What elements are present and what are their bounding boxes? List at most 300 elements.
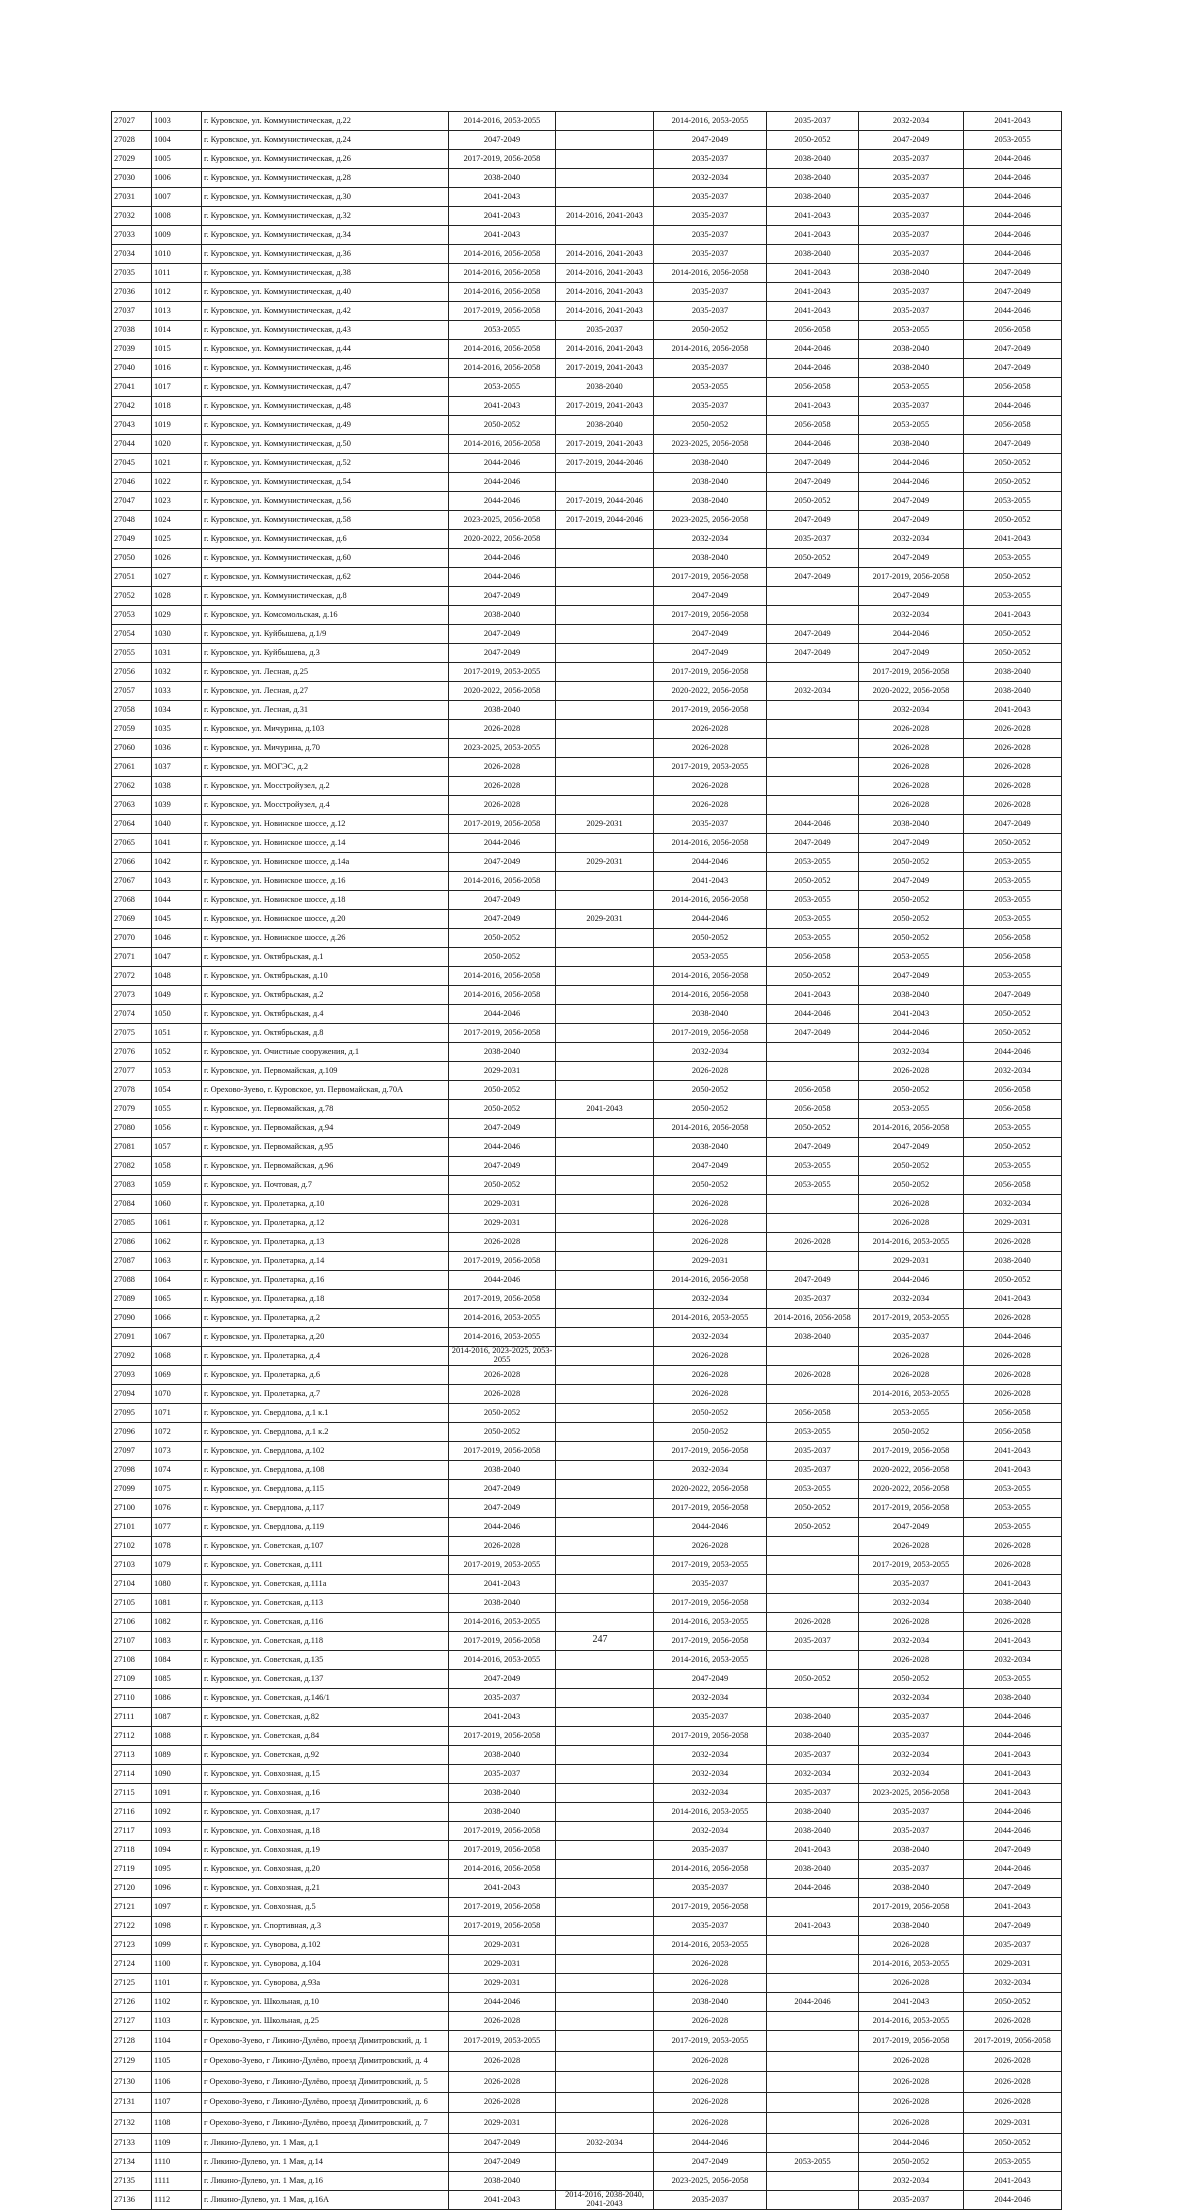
table-row <box>112 1442 1062 1461</box>
period-5-cell: 2050-2052 <box>859 929 964 948</box>
period-1-cell: 2017-2019, 2053-2055 <box>449 1556 556 1575</box>
period-5-cell: 2029-2031 <box>859 1252 964 1271</box>
period-3-cell: 2026-2028 <box>654 1537 767 1556</box>
period-3-cell: 2038-2040 <box>654 1138 767 1157</box>
period-5-cell: 2038-2040 <box>859 1917 964 1936</box>
period-3-cell: 2026-2028 <box>654 777 767 796</box>
period-4-cell: 2035-2037 <box>767 530 859 549</box>
period-5-cell: 2032-2034 <box>859 701 964 720</box>
period-6-cell: 2026-2028 <box>964 1613 1062 1632</box>
period-1-cell: 2038-2040 <box>449 1043 556 1062</box>
period-3-cell: 2014-2016, 2053-2055 <box>654 1651 767 1670</box>
object-code-cell: 1043 <box>152 872 202 891</box>
period-4-cell <box>767 2012 859 2031</box>
address-cell: г. Куровское, ул. Пролетарка, д.2 <box>202 1309 449 1328</box>
period-1-cell: 2014-2016, 2053-2055 <box>449 1309 556 1328</box>
table-row <box>112 1784 1062 1803</box>
address-cell: г. Куровское, ул. Советская, д.113 <box>202 1594 449 1613</box>
period-1-cell: 2047-2049 <box>449 587 556 606</box>
row-number-cell: 27097 <box>112 1442 152 1461</box>
period-5-cell: 2035-2037 <box>859 1727 964 1746</box>
row-number-cell: 27108 <box>112 1651 152 1670</box>
address-cell: г. Куровское, ул. Коммунистическая, д.22 <box>202 112 449 131</box>
period-3-cell: 2014-2016, 2056-2058 <box>654 1860 767 1879</box>
period-2-cell <box>556 2113 654 2134</box>
table-row <box>112 1765 1062 1784</box>
period-1-cell: 2014-2016, 2056-2058 <box>449 435 556 454</box>
period-1-cell: 2050-2052 <box>449 929 556 948</box>
period-1-cell: 2047-2049 <box>449 891 556 910</box>
object-code-cell: 1112 <box>152 2190 202 2209</box>
object-code-cell: 1081 <box>152 1594 202 1613</box>
row-number-cell: 27036 <box>112 283 152 302</box>
object-code-cell: 1013 <box>152 302 202 321</box>
table-row <box>112 682 1062 701</box>
period-6-cell: 2044-2046 <box>964 169 1062 188</box>
object-code-cell: 1053 <box>152 1062 202 1081</box>
period-5-cell: 2044-2046 <box>859 473 964 492</box>
address-cell: г. Куровское, ул. Советская, д.146/1 <box>202 1689 449 1708</box>
address-cell: г Орехово-Зуево, г Ликино-Дулёво, проезд Димитровский, д. 6 <box>202 2092 449 2113</box>
period-3-cell: 2032-2034 <box>654 1290 767 1309</box>
table-row <box>112 207 1062 226</box>
period-3-cell: 2017-2019, 2056-2058 <box>654 1442 767 1461</box>
period-6-cell: 2026-2028 <box>964 796 1062 815</box>
table-row <box>112 511 1062 530</box>
row-number-cell: 27046 <box>112 473 152 492</box>
object-code-cell: 1036 <box>152 739 202 758</box>
period-5-cell: 2026-2028 <box>859 1366 964 1385</box>
object-code-cell: 1018 <box>152 397 202 416</box>
period-4-cell: 2050-2052 <box>767 872 859 891</box>
address-cell: г. Куровское, ул. Почтовая, д.7 <box>202 1176 449 1195</box>
period-6-cell: 2050-2052 <box>964 473 1062 492</box>
address-cell: г. Куровское, ул. Совхозная, д.5 <box>202 1898 449 1917</box>
address-cell: г. Ликино-Дулево, ул. 1 Мая, д.1 <box>202 2133 449 2152</box>
period-6-cell: 2041-2043 <box>964 1461 1062 1480</box>
address-cell: г. Куровское, ул. Пролетарка, д.20 <box>202 1328 449 1347</box>
period-6-cell: 2044-2046 <box>964 1708 1062 1727</box>
period-6-cell: 2041-2043 <box>964 1442 1062 1461</box>
period-6-cell: 2026-2028 <box>964 758 1062 777</box>
object-code-cell: 1031 <box>152 644 202 663</box>
period-2-cell <box>556 1480 654 1499</box>
period-2-cell <box>556 1119 654 1138</box>
period-3-cell: 2044-2046 <box>654 910 767 929</box>
period-3-cell: 2050-2052 <box>654 1404 767 1423</box>
period-1-cell: 2050-2052 <box>449 1100 556 1119</box>
object-code-cell: 1035 <box>152 720 202 739</box>
period-5-cell: 2026-2028 <box>859 2072 964 2093</box>
address-cell: г. Куровское, ул. Советская, д.111 <box>202 1556 449 1575</box>
row-number-cell: 27136 <box>112 2190 152 2209</box>
period-3-cell: 2014-2016, 2053-2055 <box>654 1309 767 1328</box>
period-2-cell <box>556 131 654 150</box>
period-4-cell <box>767 1214 859 1233</box>
object-code-cell: 1038 <box>152 777 202 796</box>
period-2-cell <box>556 682 654 701</box>
period-3-cell: 2035-2037 <box>654 359 767 378</box>
address-cell: г. Куровское, ул. Суворова, д.93а <box>202 1974 449 1993</box>
period-6-cell: 2026-2028 <box>964 2092 1062 2113</box>
period-6-cell: 2053-2055 <box>964 1518 1062 1537</box>
period-5-cell: 2047-2049 <box>859 492 964 511</box>
period-1-cell: 2041-2043 <box>449 226 556 245</box>
period-1-cell: 2020-2022, 2056-2058 <box>449 530 556 549</box>
period-2-cell: 2041-2043 <box>556 1100 654 1119</box>
table-row <box>112 1879 1062 1898</box>
object-code-cell: 1097 <box>152 1898 202 1917</box>
address-cell: г. Куровское, ул. Октябрьская, д.10 <box>202 967 449 986</box>
period-4-cell: 2047-2049 <box>767 454 859 473</box>
period-3-cell: 2035-2037 <box>654 245 767 264</box>
period-6-cell: 2032-2034 <box>964 1195 1062 1214</box>
period-4-cell: 2056-2058 <box>767 378 859 397</box>
period-2-cell: 2035-2037 <box>556 321 654 340</box>
period-4-cell: 2044-2046 <box>767 1879 859 1898</box>
period-2-cell <box>556 625 654 644</box>
period-6-cell: 2053-2055 <box>964 910 1062 929</box>
period-1-cell: 2017-2019, 2056-2058 <box>449 150 556 169</box>
period-5-cell: 2020-2022, 2056-2058 <box>859 1461 964 1480</box>
period-6-cell: 2047-2049 <box>964 1879 1062 1898</box>
object-code-cell: 1058 <box>152 1157 202 1176</box>
period-2-cell <box>556 644 654 663</box>
row-number-cell: 27044 <box>112 435 152 454</box>
period-1-cell: 2026-2028 <box>449 1233 556 1252</box>
row-number-cell: 27125 <box>112 1974 152 1993</box>
period-6-cell: 2044-2046 <box>964 226 1062 245</box>
row-number-cell: 27109 <box>112 1670 152 1689</box>
table-row <box>112 1385 1062 1404</box>
period-5-cell: 2017-2019, 2053-2055 <box>859 1309 964 1328</box>
period-3-cell: 2014-2016, 2056-2058 <box>654 891 767 910</box>
period-4-cell <box>767 1575 859 1594</box>
period-1-cell: 2050-2052 <box>449 1176 556 1195</box>
row-number-cell: 27029 <box>112 150 152 169</box>
address-cell: г. Куровское, ул. Октябрьская, д.2 <box>202 986 449 1005</box>
table-row <box>112 2171 1062 2190</box>
object-code-cell: 1080 <box>152 1575 202 1594</box>
period-6-cell: 2041-2043 <box>964 112 1062 131</box>
period-6-cell: 2044-2046 <box>964 188 1062 207</box>
period-4-cell: 2038-2040 <box>767 1727 859 1746</box>
period-2-cell <box>556 1651 654 1670</box>
period-5-cell: 2050-2052 <box>859 2152 964 2171</box>
period-4-cell: 2050-2052 <box>767 1499 859 1518</box>
period-6-cell: 2041-2043 <box>964 1898 1062 1917</box>
period-5-cell: 2026-2028 <box>859 720 964 739</box>
period-3-cell: 2026-2028 <box>654 1062 767 1081</box>
period-2-cell <box>556 1727 654 1746</box>
period-2-cell <box>556 2031 654 2052</box>
row-number-cell: 27133 <box>112 2133 152 2152</box>
period-3-cell: 2026-2028 <box>654 2092 767 2113</box>
period-5-cell: 2026-2028 <box>859 1195 964 1214</box>
object-code-cell: 1075 <box>152 1480 202 1499</box>
period-2-cell <box>556 1765 654 1784</box>
row-number-cell: 27085 <box>112 1214 152 1233</box>
row-number-cell: 27121 <box>112 1898 152 1917</box>
period-6-cell: 2038-2040 <box>964 663 1062 682</box>
object-code-cell: 1024 <box>152 511 202 530</box>
period-2-cell <box>556 663 654 682</box>
address-cell: г. Куровское, ул. Пролетарка, д.6 <box>202 1366 449 1385</box>
period-4-cell <box>767 701 859 720</box>
table-row <box>112 1233 1062 1252</box>
period-5-cell: 2032-2034 <box>859 1765 964 1784</box>
row-number-cell: 27045 <box>112 454 152 473</box>
period-4-cell <box>767 587 859 606</box>
period-5-cell: 2035-2037 <box>859 1708 964 1727</box>
period-3-cell: 2032-2034 <box>654 530 767 549</box>
period-1-cell: 2014-2016, 2056-2058 <box>449 872 556 891</box>
period-5-cell: 2026-2028 <box>859 1613 964 1632</box>
period-2-cell <box>556 1328 654 1347</box>
period-5-cell: 2047-2049 <box>859 834 964 853</box>
period-4-cell <box>767 2051 859 2072</box>
row-number-cell: 27041 <box>112 378 152 397</box>
period-6-cell: 2044-2046 <box>964 245 1062 264</box>
period-2-cell <box>556 1537 654 1556</box>
period-1-cell: 2017-2019, 2056-2058 <box>449 1290 556 1309</box>
period-5-cell: 2035-2037 <box>859 226 964 245</box>
period-4-cell: 2047-2049 <box>767 625 859 644</box>
address-cell: г. Куровское, ул. Коммунистическая, д.32 <box>202 207 449 226</box>
period-6-cell: 2053-2055 <box>964 492 1062 511</box>
period-1-cell: 2017-2019, 2056-2058 <box>449 302 556 321</box>
address-cell: г. Ликино-Дулево, ул. 1 Мая, д.16А <box>202 2190 449 2209</box>
period-1-cell: 2014-2016, 2053-2055 <box>449 1328 556 1347</box>
period-5-cell: 2026-2028 <box>859 1537 964 1556</box>
period-2-cell <box>556 701 654 720</box>
object-code-cell: 1055 <box>152 1100 202 1119</box>
object-code-cell: 1022 <box>152 473 202 492</box>
table-row <box>112 777 1062 796</box>
row-number-cell: 27043 <box>112 416 152 435</box>
period-6-cell: 2056-2058 <box>964 378 1062 397</box>
period-3-cell: 2038-2040 <box>654 454 767 473</box>
period-2-cell <box>556 1822 654 1841</box>
table-row <box>112 1575 1062 1594</box>
period-6-cell: 2053-2055 <box>964 967 1062 986</box>
object-code-cell: 1107 <box>152 2092 202 2113</box>
period-5-cell: 2035-2037 <box>859 2190 964 2209</box>
row-number-cell: 27112 <box>112 1727 152 1746</box>
table-row <box>112 1518 1062 1537</box>
row-number-cell: 27100 <box>112 1499 152 1518</box>
period-1-cell: 2038-2040 <box>449 1803 556 1822</box>
period-4-cell <box>767 739 859 758</box>
period-1-cell: 2017-2019, 2056-2058 <box>449 1252 556 1271</box>
table-row <box>112 1138 1062 1157</box>
period-1-cell: 2047-2049 <box>449 853 556 872</box>
object-code-cell: 1100 <box>152 1955 202 1974</box>
period-5-cell: 2047-2049 <box>859 131 964 150</box>
period-5-cell: 2032-2034 <box>859 530 964 549</box>
address-cell: г. Куровское, ул. Советская, д.116 <box>202 1613 449 1632</box>
object-code-cell: 1076 <box>152 1499 202 1518</box>
row-number-cell: 27065 <box>112 834 152 853</box>
row-number-cell: 27060 <box>112 739 152 758</box>
period-5-cell: 2044-2046 <box>859 2133 964 2152</box>
period-6-cell: 2056-2058 <box>964 1081 1062 1100</box>
table-row <box>112 967 1062 986</box>
row-number-cell: 27070 <box>112 929 152 948</box>
period-2-cell <box>556 530 654 549</box>
table-row <box>112 473 1062 492</box>
period-5-cell: 2032-2034 <box>859 1689 964 1708</box>
period-3-cell: 2035-2037 <box>654 207 767 226</box>
period-1-cell: 2014-2016, 2056-2058 <box>449 1860 556 1879</box>
period-1-cell: 2026-2028 <box>449 2072 556 2093</box>
period-2-cell <box>556 1689 654 1708</box>
period-5-cell: 2032-2034 <box>859 1290 964 1309</box>
row-number-cell: 27102 <box>112 1537 152 1556</box>
period-5-cell: 2026-2028 <box>859 1651 964 1670</box>
period-4-cell <box>767 2072 859 2093</box>
table-row <box>112 1822 1062 1841</box>
period-5-cell: 2014-2016, 2053-2055 <box>859 2012 964 2031</box>
period-2-cell <box>556 473 654 492</box>
row-number-cell: 27075 <box>112 1024 152 1043</box>
period-2-cell <box>556 720 654 739</box>
address-cell: г. Куровское, ул. Коммунистическая, д.46 <box>202 359 449 378</box>
table-row <box>112 872 1062 891</box>
object-code-cell: 1030 <box>152 625 202 644</box>
period-2-cell <box>556 587 654 606</box>
object-code-cell: 1007 <box>152 188 202 207</box>
period-2-cell <box>556 1290 654 1309</box>
period-3-cell: 2035-2037 <box>654 815 767 834</box>
address-cell: г. Куровское, ул. Пролетарка, д.7 <box>202 1385 449 1404</box>
period-1-cell: 2014-2016, 2053-2055 <box>449 112 556 131</box>
period-6-cell: 2038-2040 <box>964 1689 1062 1708</box>
table-row <box>112 929 1062 948</box>
period-4-cell: 2056-2058 <box>767 321 859 340</box>
row-number-cell: 27105 <box>112 1594 152 1613</box>
period-2-cell <box>556 777 654 796</box>
address-cell: г. Куровское, ул. Лесная, д.27 <box>202 682 449 701</box>
row-number-cell: 27098 <box>112 1461 152 1480</box>
table-row <box>112 815 1062 834</box>
object-code-cell: 1095 <box>152 1860 202 1879</box>
period-3-cell: 2053-2055 <box>654 948 767 967</box>
address-cell: г. Куровское, ул. Коммунистическая, д.48 <box>202 397 449 416</box>
object-code-cell: 1025 <box>152 530 202 549</box>
address-cell: г. Куровское, ул. Коммунистическая, д.56 <box>202 492 449 511</box>
period-3-cell: 2035-2037 <box>654 1841 767 1860</box>
period-4-cell: 2026-2028 <box>767 1366 859 1385</box>
period-2-cell: 2014-2016, 2041-2043 <box>556 340 654 359</box>
object-code-cell: 1072 <box>152 1423 202 1442</box>
table-row <box>112 112 1062 131</box>
period-1-cell: 2029-2031 <box>449 1214 556 1233</box>
period-4-cell <box>767 1043 859 1062</box>
period-6-cell: 2044-2046 <box>964 302 1062 321</box>
period-2-cell <box>556 1575 654 1594</box>
period-5-cell: 2038-2040 <box>859 815 964 834</box>
period-4-cell <box>767 1898 859 1917</box>
period-5-cell: 2017-2019, 2056-2058 <box>859 1898 964 1917</box>
period-6-cell: 2047-2049 <box>964 264 1062 283</box>
period-1-cell: 2044-2046 <box>449 454 556 473</box>
period-2-cell <box>556 1385 654 1404</box>
period-5-cell: 2035-2037 <box>859 245 964 264</box>
period-4-cell: 2053-2055 <box>767 853 859 872</box>
row-number-cell: 27039 <box>112 340 152 359</box>
table-row <box>112 1214 1062 1233</box>
period-3-cell: 2032-2034 <box>654 1461 767 1480</box>
period-1-cell: 2026-2028 <box>449 1366 556 1385</box>
object-code-cell: 1068 <box>152 1347 202 1366</box>
period-1-cell: 2044-2046 <box>449 1993 556 2012</box>
period-4-cell: 2050-2052 <box>767 1518 859 1537</box>
period-5-cell: 2026-2028 <box>859 777 964 796</box>
period-3-cell: 2035-2037 <box>654 226 767 245</box>
period-5-cell: 2038-2040 <box>859 340 964 359</box>
period-5-cell: 2038-2040 <box>859 359 964 378</box>
row-number-cell: 27083 <box>112 1176 152 1195</box>
object-code-cell: 1089 <box>152 1746 202 1765</box>
period-2-cell <box>556 1081 654 1100</box>
period-1-cell: 2017-2019, 2056-2058 <box>449 1727 556 1746</box>
period-1-cell: 2038-2040 <box>449 606 556 625</box>
address-cell: г Орехово-Зуево, г Ликино-Дулёво, проезд Димитровский, д. 1 <box>202 2031 449 2052</box>
period-6-cell: 2026-2028 <box>964 2051 1062 2072</box>
row-number-cell: 27064 <box>112 815 152 834</box>
period-3-cell: 2047-2049 <box>654 1670 767 1689</box>
period-1-cell: 2041-2043 <box>449 1708 556 1727</box>
period-1-cell: 2041-2043 <box>449 1879 556 1898</box>
address-cell: г. Куровское, ул. Куйбышева, д.3 <box>202 644 449 663</box>
period-3-cell: 2017-2019, 2056-2058 <box>654 701 767 720</box>
period-1-cell: 2029-2031 <box>449 1195 556 1214</box>
period-6-cell: 2047-2049 <box>964 359 1062 378</box>
period-2-cell <box>556 1043 654 1062</box>
table-row <box>112 454 1062 473</box>
period-4-cell <box>767 606 859 625</box>
period-5-cell: 2050-2052 <box>859 891 964 910</box>
period-4-cell <box>767 720 859 739</box>
address-cell: г. Куровское, ул. Совхозная, д.15 <box>202 1765 449 1784</box>
row-number-cell: 27128 <box>112 2031 152 2052</box>
table-row <box>112 283 1062 302</box>
object-code-cell: 1109 <box>152 2133 202 2152</box>
period-5-cell: 2050-2052 <box>859 1670 964 1689</box>
object-code-cell: 1009 <box>152 226 202 245</box>
period-1-cell: 2044-2046 <box>449 834 556 853</box>
period-3-cell: 2026-2028 <box>654 1233 767 1252</box>
address-cell: г. Куровское, ул. Советская, д.135 <box>202 1651 449 1670</box>
period-5-cell: 2035-2037 <box>859 1575 964 1594</box>
address-cell: г. Куровское, ул. Коммунистическая, д.54 <box>202 473 449 492</box>
period-2-cell: 2017-2019, 2044-2046 <box>556 492 654 511</box>
period-3-cell: 2020-2022, 2056-2058 <box>654 682 767 701</box>
period-4-cell: 2041-2043 <box>767 986 859 1005</box>
period-1-cell: 2014-2016, 2056-2058 <box>449 340 556 359</box>
table-row <box>112 587 1062 606</box>
table-row <box>112 1366 1062 1385</box>
period-3-cell: 2026-2028 <box>654 2072 767 2093</box>
period-4-cell: 2038-2040 <box>767 150 859 169</box>
period-2-cell <box>556 2152 654 2171</box>
row-number-cell: 27087 <box>112 1252 152 1271</box>
period-4-cell: 2047-2049 <box>767 1271 859 1290</box>
address-cell: г. Куровское, ул. Совхозная, д.16 <box>202 1784 449 1803</box>
period-2-cell <box>556 758 654 777</box>
row-number-cell: 27127 <box>112 2012 152 2031</box>
